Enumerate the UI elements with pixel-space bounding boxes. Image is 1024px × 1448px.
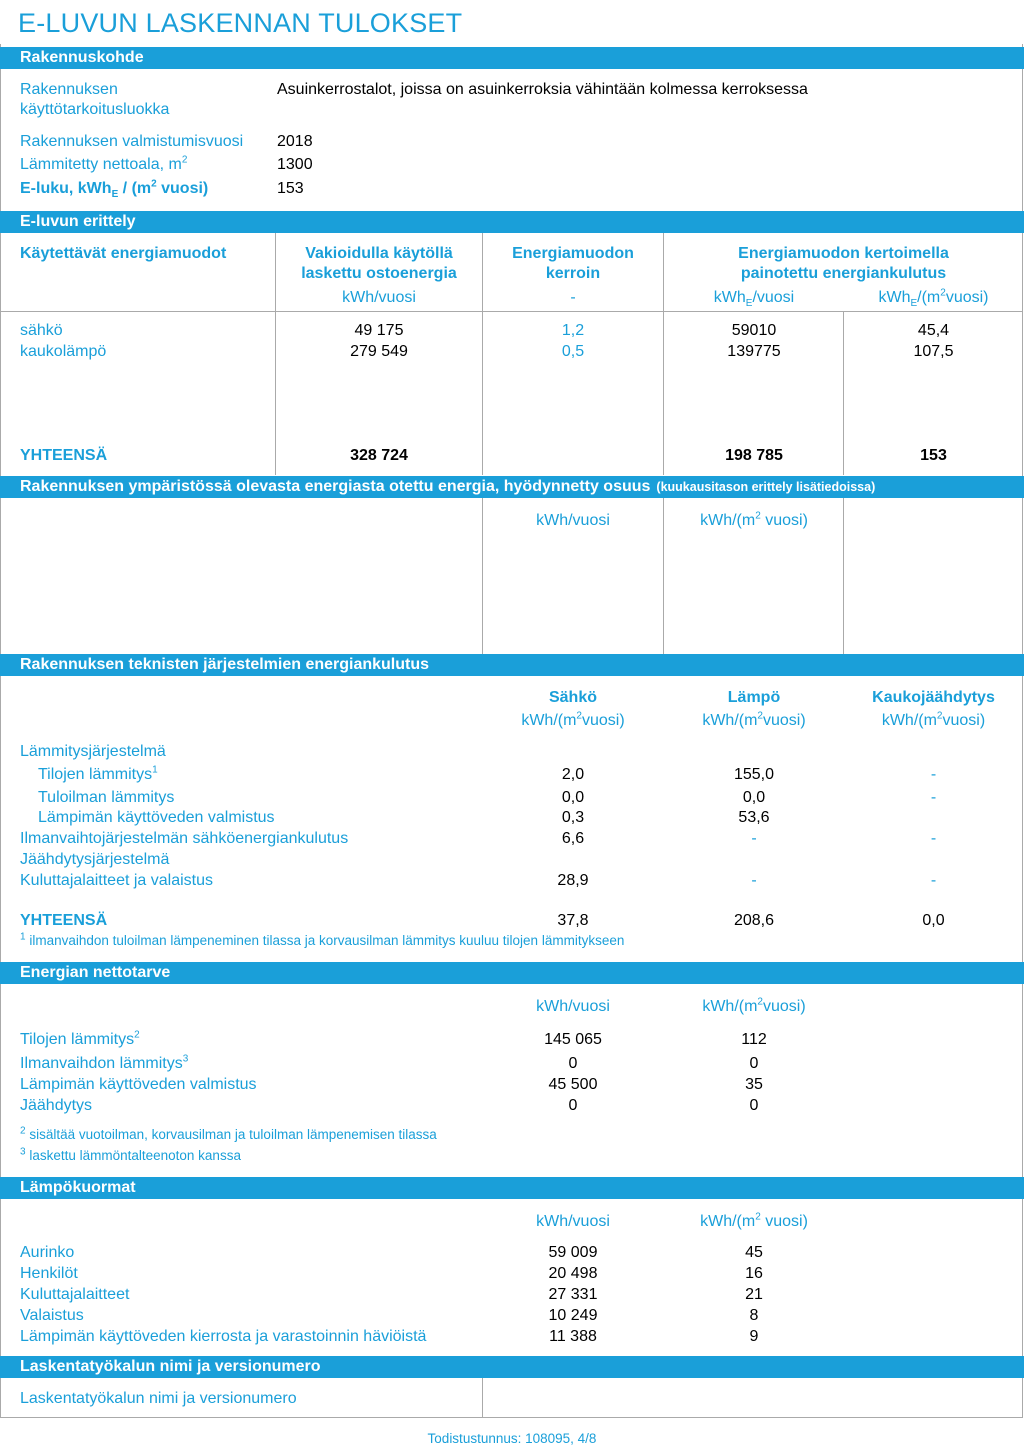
energy-row-factor: 0,5: [561, 343, 585, 360]
net-demand-row-kwh-m2: 112: [741, 1031, 767, 1048]
divider: [0, 311, 1023, 312]
net-demand-row-kwh-m2: 0: [749, 1097, 759, 1114]
heat-load-row-kwh-m2: 8: [749, 1307, 759, 1324]
section-title: Laskentatyökalun nimi ja versionumero: [20, 1358, 321, 1375]
net-demand-row-kwh: 45 500: [548, 1076, 598, 1093]
system-row-electricity: 28,9: [557, 872, 589, 889]
unit-cooling: [844, 711, 1023, 731]
footnote-3: [20, 1148, 241, 1163]
net-demand-row-kwh: 0: [568, 1097, 578, 1114]
energy-row-name: sähkö: [20, 322, 63, 339]
unit-sup: 2: [757, 996, 763, 1008]
system-row-name: Ilmanvaihtojärjestelmän sähköenergiankulutus: [20, 830, 349, 847]
unit-heat: [664, 711, 844, 731]
system-row-heat: 155,0: [733, 766, 775, 783]
energy-row-factor: 1,2: [561, 322, 585, 339]
system-row-electricity: 0,0: [561, 789, 585, 806]
unit-sup: 2: [936, 710, 943, 722]
unit-kwhe-m2-a: kWh: [878, 289, 911, 306]
energy-row-weighted: 59010: [731, 322, 777, 339]
system-row-cooling: -: [930, 872, 937, 889]
unit-kwhe-m2-sup: 2: [940, 287, 946, 299]
heat-load-row-name: Lämpimän käyttöveden kierrosta ja varastoinnin häviöistä: [20, 1328, 427, 1345]
e-value-label: [20, 179, 208, 199]
weighted-header-line1: Energiamuodon kertoimella: [738, 245, 949, 262]
unit-kwh-year: kWh/vuosi: [342, 289, 416, 306]
heat-load-row-kwh: 59 009: [548, 1244, 598, 1261]
unit-kwh-year: kWh/vuosi: [536, 998, 610, 1015]
unit-kwhe-year-a: kWh: [713, 289, 746, 306]
breakdown-total-per-m2: 153: [920, 447, 947, 464]
section-title: Energian nettotarve: [20, 964, 171, 981]
unit-pre: kWh/(m: [702, 712, 758, 729]
system-row-name: Tuloilman lämmitys: [38, 789, 175, 806]
unit-b: vuosi): [760, 1213, 808, 1230]
unit-kwh-year: kWh/vuosi: [536, 1213, 610, 1230]
section-header-net-demand: [0, 962, 1024, 984]
purchased-energy-header-line1: Vakioidulla käytöllä: [305, 245, 453, 262]
section-title: E-luvun erittely: [20, 213, 136, 230]
net-demand-row-name: [20, 1054, 188, 1074]
section-header-technical-systems: [0, 654, 1024, 676]
section-subtitle: (kuukausitason erittely lisätiedoissa): [656, 480, 876, 494]
purchased-energy-header: [276, 244, 482, 284]
unit-kwh-m2-year: [664, 511, 844, 531]
net-area-label-sup: 2: [181, 154, 188, 166]
tool-name-label: Laskentatyökalun nimi ja versionumero: [20, 1390, 297, 1407]
heat-load-row-kwh: 27 331: [548, 1286, 598, 1303]
section-header-breakdown: [0, 211, 1024, 233]
heat-load-row-kwh: 10 249: [548, 1307, 598, 1324]
system-row-electricity: 0,3: [561, 809, 585, 826]
unit-kwhe-year-b: /vuosi: [752, 289, 795, 306]
use-class-label: [20, 80, 169, 120]
systems-total-label: YHTEENSÄ: [20, 912, 108, 929]
system-row-name: Lämpimän käyttöveden valmistus: [38, 809, 275, 826]
unit-kwhe-m2-b: /(m: [917, 289, 941, 306]
e-value-label-a: E-luku, kWh: [20, 180, 112, 197]
system-row-name: Kuluttajalaitteet ja valaistus: [20, 872, 213, 889]
completion-year-value: 2018: [277, 133, 313, 150]
unit-post: vuosi): [581, 712, 625, 729]
heating-system-label: Lämmitysjärjestelmä: [20, 743, 166, 760]
heat-load-row-kwh: 20 498: [548, 1265, 598, 1282]
net-area-label-text: Lämmitetty nettoala, m: [20, 156, 182, 173]
unit-b: vuosi): [760, 512, 808, 529]
section-title: Lämpökuormat: [20, 1179, 136, 1196]
factor-header-line1: Energiamuodon: [512, 245, 634, 262]
net-demand-row-sup: 2: [134, 1029, 140, 1041]
page-title: E-LUVUN LASKENNAN TULOKSET: [18, 8, 463, 38]
section-header-building: [0, 47, 1024, 69]
net-area-value: 1300: [277, 156, 313, 173]
section-title: Rakennuksen teknisten järjestelmien energiankulutus: [20, 656, 430, 673]
net-demand-row-kwh: 145 065: [544, 1031, 602, 1048]
energy-row-per-m2: 45,4: [917, 322, 950, 339]
energy-row-energy: 49 175: [354, 322, 404, 339]
col-district-cooling: Kaukojäähdytys: [872, 689, 995, 706]
system-row-name: [38, 765, 158, 785]
footnote-2-sup: 2: [20, 1125, 26, 1137]
energy-row-energy: 279 549: [350, 343, 408, 360]
unit-kwh-year: kWh/vuosi: [536, 512, 610, 529]
energy-row-name: kaukolämpö: [20, 343, 107, 360]
system-row-electricity: 2,0: [561, 766, 585, 783]
unit-b: vuosi): [762, 998, 806, 1015]
unit-sup: 2: [755, 510, 761, 522]
system-row-heat: -: [751, 872, 757, 889]
certificate-id: Todistustunnus: 108095, 4/8: [427, 1431, 597, 1446]
unit-pre: kWh/(m: [881, 712, 937, 729]
weighted-header: [664, 244, 1023, 284]
system-row-electricity: 6,6: [561, 830, 585, 847]
unit-kwhe-year: [664, 288, 844, 308]
system-row-cooling: -: [930, 766, 937, 783]
net-demand-row-sup: 3: [182, 1053, 189, 1065]
systems-total-electricity: 37,8: [557, 912, 589, 929]
unit-a: kWh/(m: [702, 998, 758, 1015]
e-value-value: 153: [277, 180, 304, 197]
system-row-text: Tilojen lämmitys: [38, 766, 153, 783]
footnote-1-text: ilmanvaihdon tuloilman lämpeneminen tilassa ja korvausilman lämmitys kuuluu tilojen lämmitykseen: [29, 933, 625, 948]
heat-load-row-name: Henkilöt: [20, 1265, 78, 1282]
system-row-heat: 53,6: [738, 809, 770, 826]
weighted-header-line2: painotettu energiankulutus: [740, 265, 947, 282]
energy-row-per-m2: 107,5: [913, 343, 954, 360]
unit-post: vuosi): [942, 712, 986, 729]
footnote-3-text: laskettu lämmöntalteenoton kanssa: [29, 1148, 241, 1163]
unit-sup: 2: [755, 1211, 761, 1223]
section-title: Rakennuskohde: [20, 49, 144, 66]
e-value-label-b: / (m: [118, 180, 152, 197]
e-value-label-sup: 2: [151, 178, 157, 190]
net-demand-row-text: Tilojen lämmitys: [20, 1031, 135, 1048]
factor-header-line2: kerroin: [545, 265, 601, 282]
heat-load-row-kwh-m2: 45: [745, 1244, 763, 1261]
unit-sup: 2: [757, 710, 763, 722]
unit-kwhe-m2-c: vuosi): [945, 289, 989, 306]
system-row-heat: 0,0: [742, 789, 766, 806]
system-row-name: Jäähdytysjärjestelmä: [20, 851, 170, 868]
heat-load-row-kwh: 11 388: [549, 1328, 597, 1345]
net-demand-row-text: Ilmanvaihdon lämmitys: [20, 1055, 183, 1072]
factor-header: [483, 244, 663, 284]
footnote-2-text: sisältää vuotoilman, korvausilman ja tuloilman lämpenemisen tilassa: [29, 1127, 437, 1142]
unit-electricity: [483, 711, 663, 731]
net-demand-row-name: Lämpimän käyttöveden valmistus: [20, 1076, 257, 1093]
e-value-label-c: vuosi): [156, 180, 209, 197]
heat-load-row-name: Aurinko: [20, 1244, 75, 1261]
section-title: Rakennuksen ympäristössä olevasta energiasta otettu energia, hyödynnetty osuus: [20, 478, 651, 495]
footnote-1-sup: 1: [20, 931, 26, 943]
heat-load-row-kwh-m2: 9: [749, 1328, 759, 1345]
unit-sup: 2: [576, 710, 582, 722]
system-row-heat: -: [751, 830, 757, 847]
unit-kwh-m2-year: [664, 997, 844, 1017]
breakdown-total-energy: 328 724: [350, 447, 408, 464]
heat-load-row-kwh-m2: 21: [745, 1286, 763, 1303]
net-demand-row-kwh: 0: [568, 1055, 578, 1072]
footnote-2: [20, 1127, 437, 1142]
net-demand-row-name: Jäähdytys: [20, 1097, 93, 1114]
col-electricity: Sähkö: [548, 689, 597, 706]
unit-factor: -: [570, 289, 576, 306]
unit-kwhe-year-sub: E: [745, 298, 753, 310]
unit-a: kWh/(m: [700, 1213, 756, 1230]
net-demand-row-name: [20, 1030, 140, 1050]
unit-kwhe-m2-year: [844, 288, 1023, 308]
systems-total-heat: 208,6: [733, 912, 775, 929]
systems-total-cooling: 0,0: [922, 912, 945, 929]
system-row-cooling: -: [930, 830, 937, 847]
heat-load-row-kwh-m2: 16: [745, 1265, 763, 1282]
section-header-tool: [0, 1356, 1024, 1378]
section-header-heat-loads: [0, 1177, 1024, 1199]
energy-row-weighted: 139775: [727, 343, 781, 360]
heat-load-row-name: Kuluttajalaitteet: [20, 1286, 130, 1303]
net-demand-row-kwh-m2: 35: [745, 1076, 763, 1093]
section-header-environment-energy: [0, 476, 1024, 498]
system-row-sup: 1: [152, 764, 158, 776]
system-row-cooling: -: [930, 789, 937, 806]
unit-post: vuosi): [762, 712, 806, 729]
breakdown-total-weighted: 198 785: [725, 447, 783, 464]
unit-kwh-m2-year: [664, 1212, 844, 1232]
footnote-3-sup: 3: [20, 1146, 26, 1158]
net-area-label: [20, 155, 187, 175]
purchased-energy-header-line2: laskettu ostoenergia: [301, 265, 457, 282]
energy-forms-header: Käytettävät energiamuodot: [20, 245, 227, 262]
footnote-1: [20, 933, 624, 948]
use-class-label-line2: käyttötarkoitusluokka: [20, 101, 170, 118]
unit-a: kWh/(m: [700, 512, 756, 529]
divider: [482, 1378, 483, 1418]
completion-year-label: Rakennuksen valmistumisvuosi: [20, 133, 244, 150]
breakdown-total-label: YHTEENSÄ: [20, 447, 108, 464]
e-value-label-sub: E: [111, 189, 119, 201]
unit-kwhe-m2-sub: E: [910, 298, 918, 310]
use-class-label-line1: Rakennuksen: [20, 81, 118, 98]
net-demand-row-kwh-m2: 0: [749, 1055, 759, 1072]
unit-pre: kWh/(m: [521, 712, 577, 729]
heat-load-row-name: Valaistus: [20, 1307, 84, 1324]
col-heat: Lämpö: [727, 689, 781, 706]
use-class-value: Asuinkerrostalot, joissa on asuinkerroksia vähintään kolmessa kerroksessa: [277, 81, 808, 98]
